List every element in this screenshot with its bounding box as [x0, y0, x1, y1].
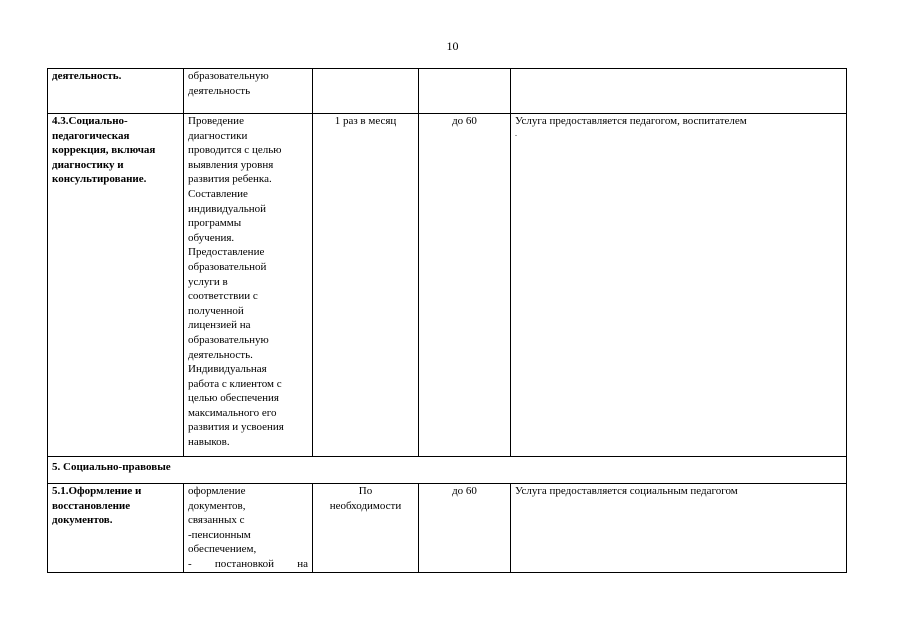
note: Услуга предоставляется социальным педагогом: [515, 485, 738, 497]
service-name-cell: [48, 114, 184, 457]
service-name-cell: [48, 484, 184, 573]
service-name: 5.1.Оформление и восстановление документов.: [52, 485, 142, 527]
frequency: 1 раз в месяц: [334, 115, 397, 127]
service-name: 4.3.Социально- педагогическая коррекция, включая диагностику и консультирование.: [52, 115, 156, 186]
service-description: Проведение диагностики проводится с целью выявления уровня развития ребенка. Составление индивидуальной программы обучения. Предоставление образовательной услуги в соответствии с полученной лицензией на образовательную деятельность. Индивидуальная работа с клиентом с целью обеспечения максимального его развития и усвоения навыков.: [188, 115, 284, 449]
note-mark: .: [515, 128, 517, 138]
frequency-cell: [313, 484, 419, 573]
section-title: 5. Социально-правовые: [52, 461, 171, 473]
frequency: По необходимости: [329, 485, 402, 512]
service-description-cell: [184, 69, 313, 114]
note-cell: [511, 69, 847, 114]
volume: до 60: [452, 115, 477, 127]
table-row-top: [48, 69, 847, 114]
service-description: оформление документов, связанных с -пенсионным обеспечением,: [188, 485, 257, 556]
table-row-4-3: [48, 114, 847, 457]
volume-cell: [419, 484, 511, 573]
volume-cell: [419, 69, 511, 114]
service-name: деятельность.: [52, 70, 122, 82]
note: Услуга предоставляется педагогом, воспитателем: [515, 115, 747, 127]
note-cell: [511, 114, 847, 457]
service-description-last-line: - постановкой на: [188, 557, 308, 570]
table-row-5-1: [48, 484, 847, 573]
volume-cell: [419, 114, 511, 457]
service-description-cell: [184, 114, 313, 457]
service-description-cell: [184, 484, 313, 573]
section-title-cell: [48, 457, 847, 484]
services-table: [47, 68, 847, 573]
section-row-5: [48, 457, 847, 484]
frequency-cell: [313, 69, 419, 114]
service-description: образовательную деятельность: [188, 70, 269, 97]
volume: до 60: [452, 485, 477, 497]
frequency-cell: [313, 114, 419, 457]
page-number: 10: [446, 39, 459, 53]
note-cell: [511, 484, 847, 573]
service-name-cell: [48, 69, 184, 114]
